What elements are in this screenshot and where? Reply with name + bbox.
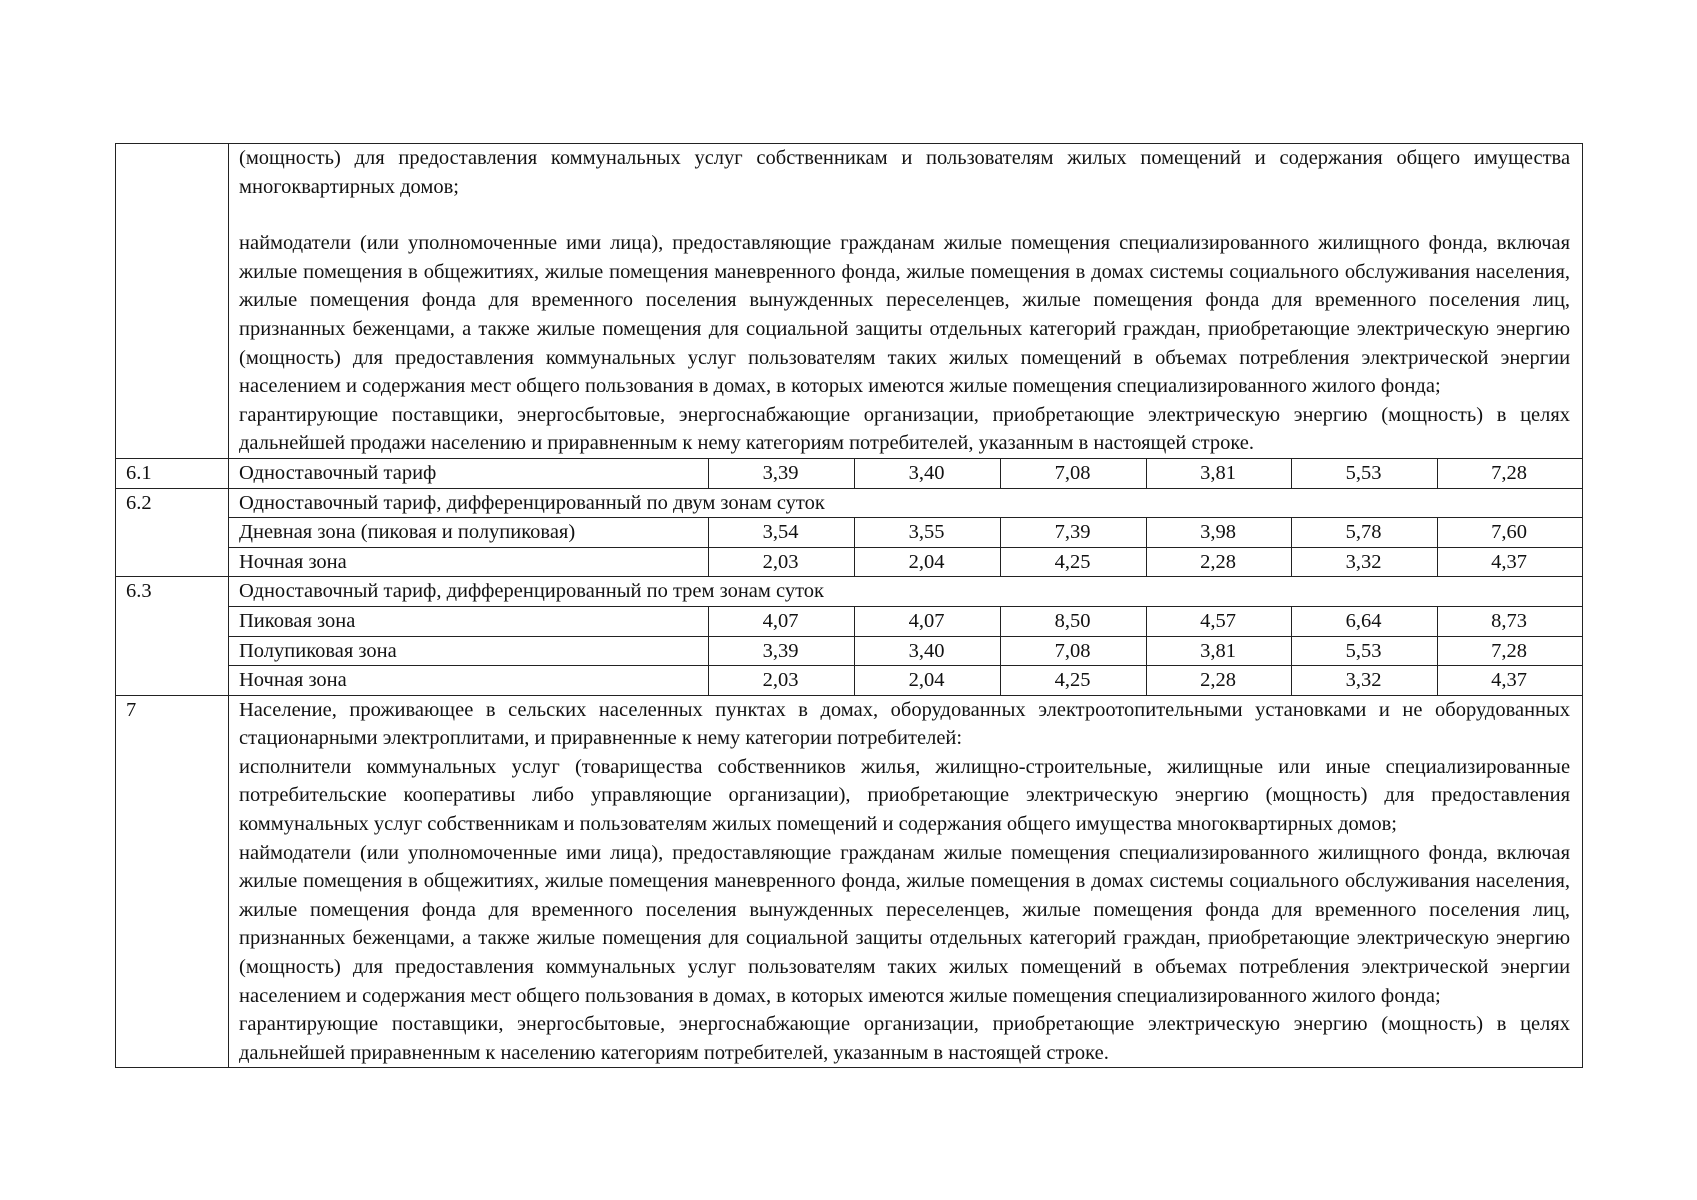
value-cell: 4,07	[709, 606, 855, 636]
value-cell: 3,81	[1147, 458, 1292, 488]
value-cell: 2,28	[1147, 666, 1292, 696]
row-number: 6.1	[116, 458, 229, 488]
paragraph: наймодатели (или уполномоченные ими лица), предоставляющие гражданам жилые помещения специализированного жилищного фонда, включая жилые помещения в общежитиях, жилые помещения маневренного фонда, жилые помещения в домах системы социального обслуживания населения, жилые помещения фонда для временного поселения вынужденных переселенцев, жилые помещения фонда для временного поселения лиц, признанных беженцами, а также жилые помещения для социальной защиты отдельных категорий граждан, приобретающие электрическую энергию (мощность) для предоставления коммунальных услуг пользователям таких жилых помещений в объемах потребления электрической энергии населением и содержания мест общего пользования в домах, в которых имеются жилые помещения специализированного жилого фонда;	[239, 841, 1571, 1007]
table-row	[116, 606, 1583, 636]
row-7-description	[229, 695, 1583, 1068]
table-row	[116, 636, 1583, 666]
value-cell: 7,60	[1438, 518, 1583, 548]
paragraph: исполнители коммунальных услуг (товарищества собственников жилья, жилищно-строительные, жилищные или иные специализированные потребительские кооперативы либо управляющие организации), приобретающие электрическую энергию (мощность) для предоставления коммунальных услуг собственникам и пользователям жилых помещений и содержания общего имущества многоквартирных домов;	[239, 755, 1571, 836]
value-cell: 4,57	[1147, 606, 1292, 636]
value-cell: 4,07	[855, 606, 1001, 636]
value-cell: 4,37	[1438, 547, 1583, 577]
table-row	[116, 547, 1583, 577]
value-cell: 8,73	[1438, 606, 1583, 636]
value-cell: 5,53	[1292, 636, 1438, 666]
value-cell: 7,39	[1001, 518, 1147, 548]
value-cell: 2,04	[855, 547, 1001, 577]
value-cell: 3,32	[1292, 547, 1438, 577]
value-cell: 3,81	[1147, 636, 1292, 666]
zone-label: Ночная зона	[229, 666, 709, 696]
value-cell: 5,53	[1292, 458, 1438, 488]
value-cell: 2,03	[709, 547, 855, 577]
value-cell: 2,04	[855, 666, 1001, 696]
value-cell: 3,55	[855, 518, 1001, 548]
value-cell: 3,54	[709, 518, 855, 548]
paragraph: Население, проживающее в сельских населенных пунктах в домах, оборудованных электроотопительными установками и не оборудованных стационарными электроплитами, и приравненные к нему категории потребителей:	[239, 698, 1571, 750]
value-cell: 7,08	[1001, 458, 1147, 488]
table-row	[116, 458, 1583, 488]
zone-label: Дневная зона (пиковая и полупиковая)	[229, 518, 709, 548]
value-cell: 3,40	[855, 636, 1001, 666]
value-cell: 3,39	[709, 458, 855, 488]
tariff-label: Одноставочный тариф	[229, 458, 709, 488]
value-cell: 3,39	[709, 636, 855, 666]
zone-label: Полупиковая зона	[229, 636, 709, 666]
paragraph: гарантирующие поставщики, энергосбытовые, энергоснабжающие организации, приобретающие электрическую энергию (мощность) в целях дальнейшей приравненным к населению категориям потребителей, указанным в настоящей строке.	[239, 1013, 1571, 1064]
value-cell: 3,98	[1147, 518, 1292, 548]
zone-label: Пиковая зона	[229, 606, 709, 636]
value-cell: 2,28	[1147, 547, 1292, 577]
row-number: 6.3	[116, 577, 229, 695]
row-number: 6.2	[116, 488, 229, 577]
tariff-table	[115, 143, 1583, 1068]
value-cell: 4,25	[1001, 547, 1147, 577]
value-cell: 8,50	[1001, 606, 1147, 636]
row-number-cell	[116, 144, 229, 459]
table-row-continuation	[116, 144, 1583, 459]
value-cell: 5,78	[1292, 518, 1438, 548]
value-cell: 4,25	[1001, 666, 1147, 696]
continuation-description	[229, 144, 1583, 459]
value-cell: 7,28	[1438, 458, 1583, 488]
zone-label: Ночная зона	[229, 547, 709, 577]
tariff-title: Одноставочный тариф, дифференцированный по трем зонам суток	[229, 577, 1583, 607]
paragraph: (мощность) для предоставления коммунальных услуг собственникам и пользователям жилых помещений и содержания общего имущества многоквартирных домов;	[239, 147, 1571, 198]
paragraph: наймодатели (или уполномоченные ими лица), предоставляющие гражданам жилые помещения специализированного жилищного фонда, включая жилые помещения в общежитиях, жилые помещения маневренного фонда, жилые помещения в домах системы социального обслуживания населения, жилые помещения фонда для временного поселения вынужденных переселенцев, жилые помещения фонда для временного поселения лиц, признанных беженцами, а также жилые помещения для социальной защиты отдельных категорий граждан, приобретающие электрическую энергию (мощность) для предоставления коммунальных услуг пользователям таких жилых помещений в объемах потребления электрической энергии населением и содержания мест общего пользования в домах, в которых имеются жилые помещения специализированного жилого фонда;	[239, 232, 1571, 398]
value-cell: 7,08	[1001, 636, 1147, 666]
value-cell: 7,28	[1438, 636, 1583, 666]
table-row	[116, 695, 1583, 1068]
value-cell: 6,64	[1292, 606, 1438, 636]
table-row	[116, 577, 1583, 607]
value-cell: 2,03	[709, 666, 855, 696]
value-cell: 4,37	[1438, 666, 1583, 696]
row-number: 7	[116, 695, 229, 1068]
tariff-title: Одноставочный тариф, дифференцированный по двум зонам суток	[229, 488, 1583, 518]
table-row	[116, 518, 1583, 548]
value-cell: 3,32	[1292, 666, 1438, 696]
value-cell: 3,40	[855, 458, 1001, 488]
paragraph: гарантирующие поставщики, энергосбытовые, энергоснабжающие организации, приобретающие электрическую энергию (мощность) в целях дальнейшей продажи населению и приравненным к нему категориям потребителей, указанным в настоящей строке.	[239, 403, 1571, 455]
table-row	[116, 666, 1583, 696]
table-row	[116, 488, 1583, 518]
